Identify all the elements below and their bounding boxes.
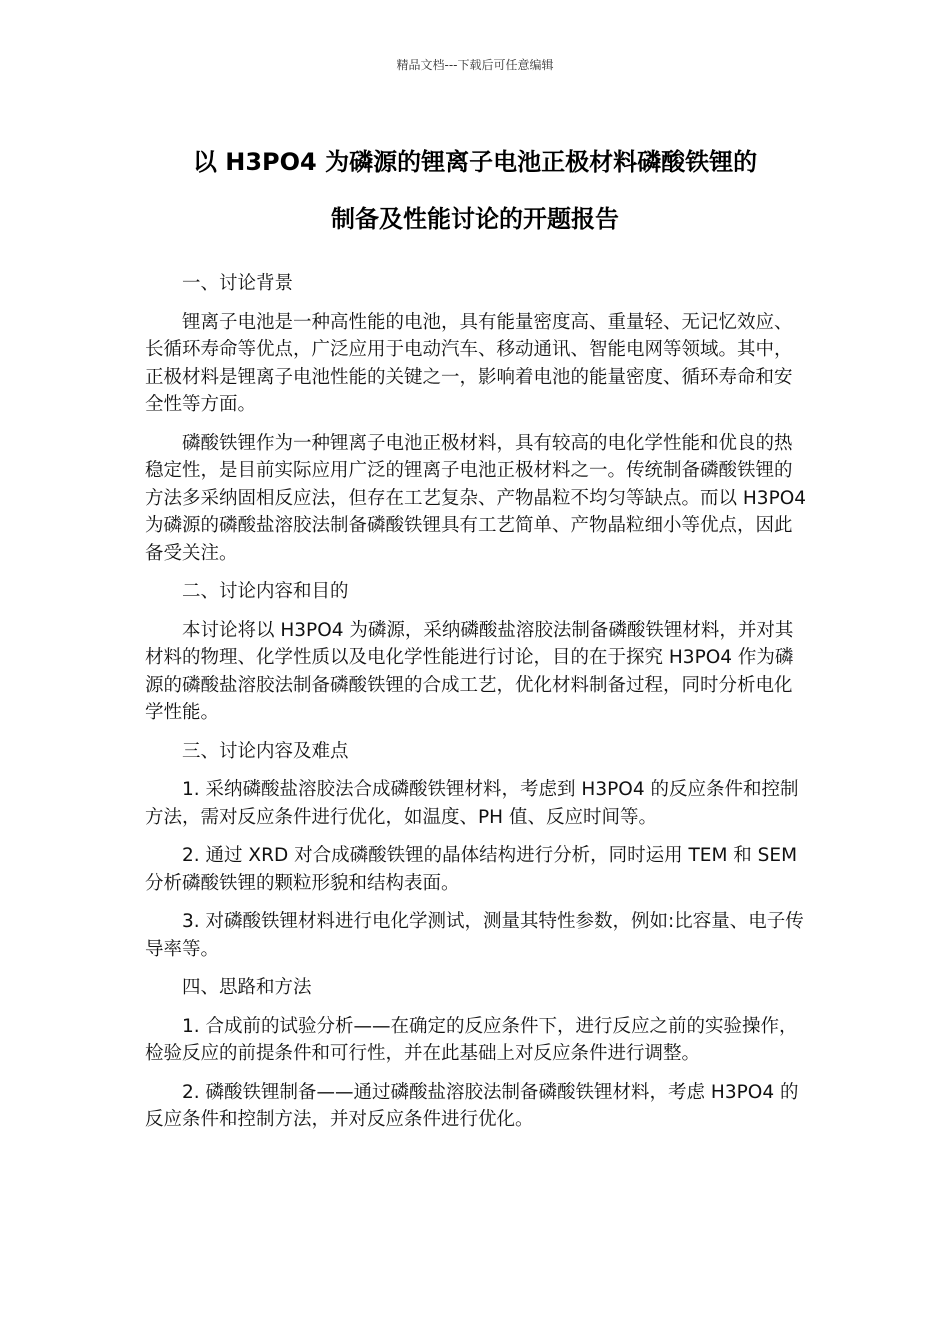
section-heading-difficulties: 三、讨论内容及难点 xyxy=(182,740,349,762)
section-heading-methods: 四、思路和方法 xyxy=(182,977,312,998)
paragraph: 磷酸铁锂作为一种锂离子电池正极材料，具有较高的电化学性能和优良的热稳定性，是目前实际应用广泛的锂离子电池正极材料之一。传统制备磷酸铁锂的方法多采纳固相反应法，但存在工艺复杂、产物晶粒不均匀等缺点。而以 H3PO4 为磷源的磷酸盐溶胶法制备磷酸铁锂具有工艺简单、产物晶粒细小等优点，因此备受关注。 xyxy=(145,432,807,564)
list-item: 1. 采纳磷酸盐溶胶法合成磷酸铁锂材料，考虑到 H3PO4 的反应条件和控制方法，需对反应条件进行优化，如温度、PH 值、反应时间等。 xyxy=(145,779,799,828)
list-item: 3. 对磷酸铁锂材料进行电化学测试，测量其特性参数，例如:比容量、电子传导率等。 xyxy=(145,911,804,960)
section-heading-content-purpose: 二、讨论内容和目的 xyxy=(182,581,349,602)
section-heading-background: 一、讨论背景 xyxy=(182,273,294,294)
document-title xyxy=(120,134,830,248)
list-item: 1. 合成前的试验分析——在确定的反应条件下，进行反应之前的实验操作，检验反应的前提条件和可行性，并在此基础上对反应条件进行调整。 xyxy=(145,1015,798,1064)
document-body xyxy=(145,270,810,1145)
list-item: 2. 磷酸铁锂制备——通过磷酸盐溶胶法制备磷酸铁锂材料，考虑 H3PO4 的反应条件和控制方法，并对反应条件进行优化。 xyxy=(145,1081,799,1130)
list-item: 2. 通过 XRD 对合成磷酸铁锂的晶体结构进行分析，同时运用 TEM 和 SEM 分析磷酸铁锂的颗粒形貌和结构表面。 xyxy=(145,845,798,894)
title-line-1: 以 H3PO4 为磷源的锂离子电池正极材料磷酸铁锂的 xyxy=(192,148,758,176)
paragraph: 锂离子电池是一种高性能的电池，具有能量密度高、重量轻、无记忆效应、长循环寿命等优点，广泛应用于电动汽车、移动通讯、智能电网等领域。其中，正极材料是锂离子电池性能的关键之一，影响着电池的能量密度、循环寿命和安全性等方面。 xyxy=(145,311,793,415)
paragraph: 本讨论将以 H3PO4 为磷源，采纳磷酸盐溶胶法制备磷酸铁锂材料，并对其材料的物理、化学性质以及电化学性能进行讨论，目的在于探究 H3PO4 作为磷源的磷酸盐溶胶法制备磷酸铁锂的合成工艺，优化材料制备过程，同时分析电化学性能。 xyxy=(145,619,794,723)
title-line-2: 制备及性能讨论的开题报告 xyxy=(331,205,619,233)
header-note: 精品文档---下载后可任意编辑 xyxy=(396,58,554,72)
